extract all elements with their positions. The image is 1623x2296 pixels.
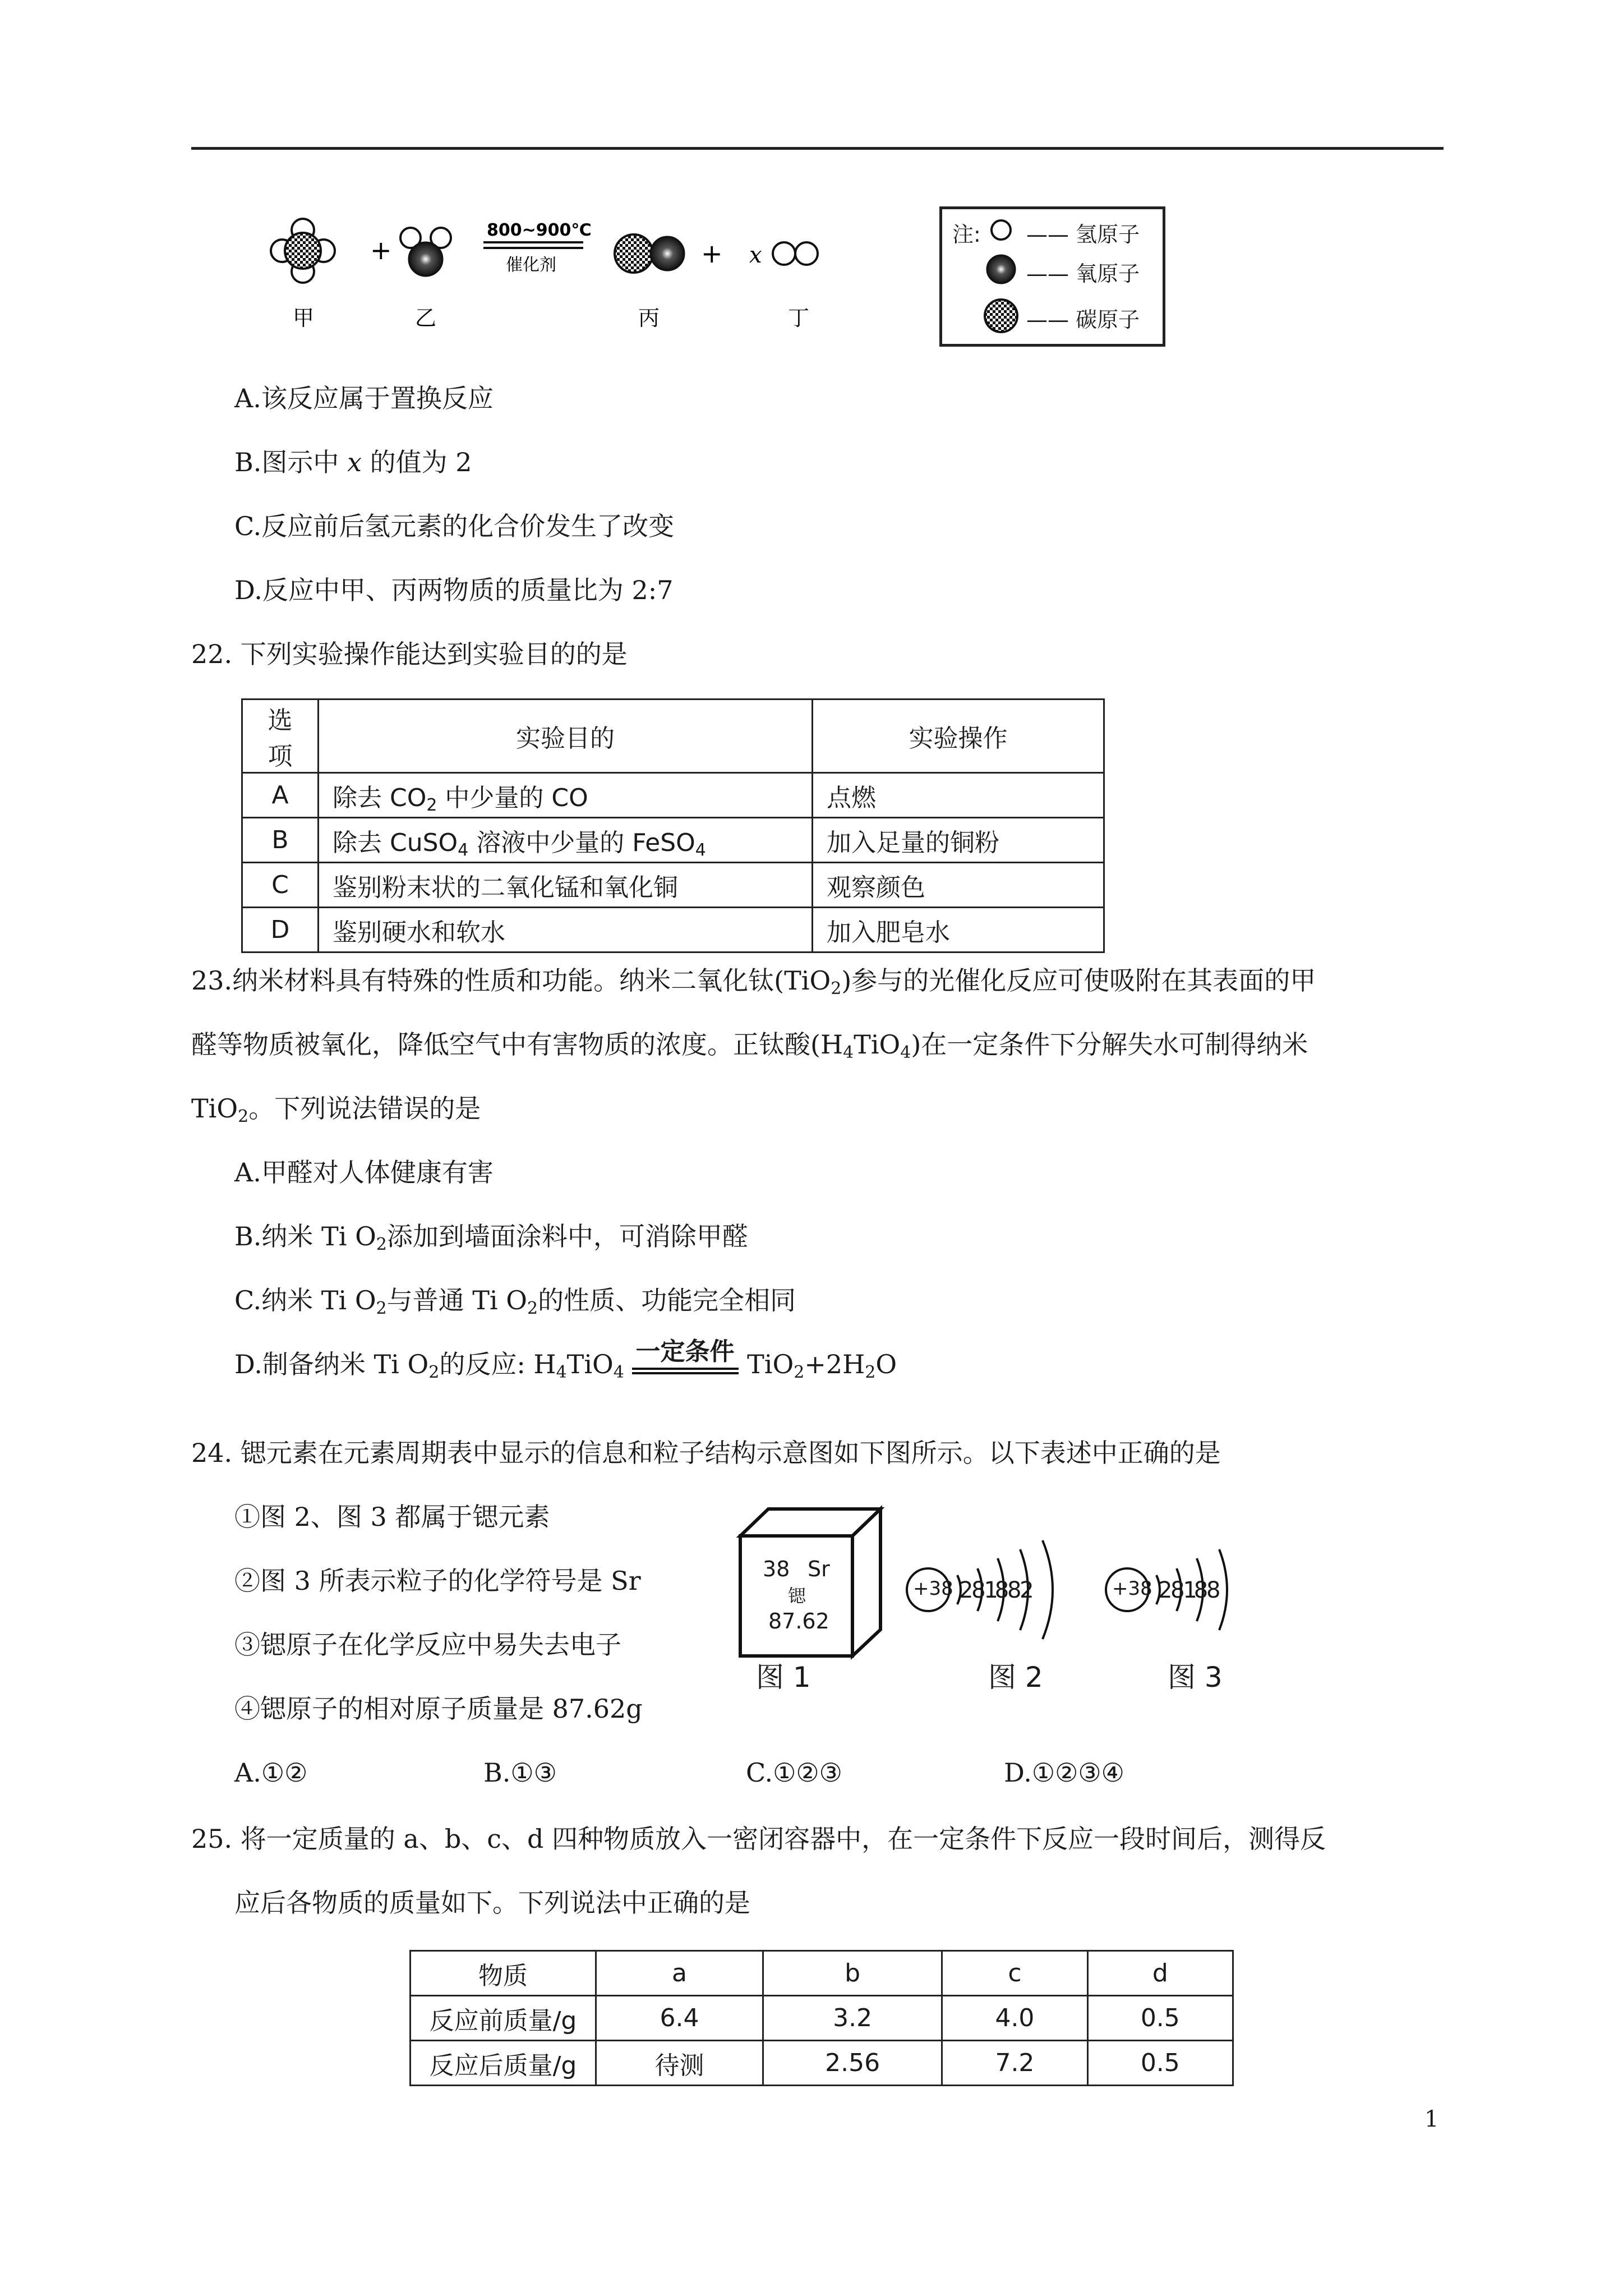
- q22-stem: 22. 下列实验操作能达到实验目的的是: [191, 639, 628, 669]
- q24-choice-a: A.①②: [234, 1757, 308, 1788]
- q24-statement-4: ④锶原子的相对原子质量是 87.62g: [234, 1694, 643, 1724]
- element-symbol: Sr: [808, 1557, 830, 1581]
- q21-option-b: B.图示中 x 的值为 2: [234, 447, 472, 477]
- element-name: 锶: [788, 1585, 806, 1607]
- table-header: 实验操作: [813, 700, 1104, 773]
- q24-statement-1: ①图 2、图 3 都属于锶元素: [234, 1502, 550, 1532]
- svg-text:甲: 甲: [293, 306, 315, 330]
- fig2-caption: 图 2: [988, 1661, 1043, 1694]
- table-header: a: [596, 1951, 763, 1996]
- q24-choice-d: D.①②③④: [1004, 1757, 1124, 1788]
- condition-arrow: 一定条件: [632, 1347, 739, 1381]
- atom-legend: [939, 206, 1165, 347]
- fig3-electrons: 2 8 18 8: [1158, 1577, 1218, 1603]
- element-number: 38: [763, 1557, 790, 1581]
- co-molecule: [615, 234, 684, 273]
- table-header: c: [942, 1951, 1087, 1996]
- q21-option-a: A.该反应属于置换反应: [234, 383, 494, 413]
- svg-text:丁: 丁: [788, 306, 810, 330]
- fig3-caption: 图 3: [1168, 1661, 1223, 1694]
- q23-option-d: D.制备纳米 Ti $O_2$的反应: $H_4TiO_4$ 一定条件 $TiO_2+2H_2O$: [234, 1337, 897, 1382]
- fig2-electrons: 2 8 18 8 2: [959, 1577, 1031, 1603]
- q25-line-2: 应后各物质的质量如下。下列说法中正确的是: [234, 1888, 750, 1918]
- svg-text:x: x: [749, 242, 762, 268]
- q25-table: [409, 1950, 1234, 2086]
- fig1-caption: 图 1: [756, 1661, 811, 1694]
- table-header-row: [242, 700, 1104, 773]
- table-header: b: [763, 1951, 942, 1996]
- element-tile-figure: [735, 1503, 892, 1660]
- table-header: d: [1087, 1951, 1233, 1996]
- legend-hydrogen: —— 氢原子: [1026, 222, 1140, 247]
- legend-carbon: —— 碳原子: [1026, 307, 1140, 332]
- q21-option-d: D.反应中甲、丙两物质的质量比为 2:7: [234, 575, 674, 605]
- element-mass: 87.62: [768, 1609, 829, 1634]
- table-header: 实验目的: [319, 700, 813, 773]
- q23-line-1: 23.纳米材料具有特殊的性质和功能。纳米二氧化钛(TiO$_2$)参与的光催化反应可使吸附在其表面的甲: [191, 965, 1316, 999]
- svg-text:+: +: [370, 235, 392, 265]
- q24-choice-c: C.①②③: [746, 1757, 842, 1788]
- q23-line-2: 醛等物质被氧化，降低空气中有害物质的浓度。正钛酸$(H_4TiO_4)$在一定条件下分解失水可制得纳米: [191, 1029, 1308, 1062]
- q24-stem: 24. 锶元素在元素周期表中显示的信息和粒子结构示意图如下图所示。以下表述中正确的是: [191, 1438, 1221, 1468]
- q23-option-a: A.甲醛对人体健康有害: [234, 1157, 494, 1188]
- header-rule: [191, 147, 1444, 150]
- q22-table: [241, 698, 1105, 953]
- table-header-row: [411, 1951, 1233, 1996]
- water-molecule: [400, 228, 451, 276]
- table-header: 物质: [411, 1951, 596, 1996]
- fig3-nucleus: +38: [1112, 1577, 1152, 1600]
- legend-title: 注:: [952, 222, 981, 247]
- q24-statement-3: ③锶原子在化学反应中易失去电子: [234, 1630, 621, 1660]
- q21-option-c: C.反应前后氢元素的化合价发生了改变: [234, 511, 675, 541]
- svg-text:800~900℃: 800~900℃: [487, 220, 592, 240]
- hydrogen-molecule: [773, 242, 818, 265]
- q24-statement-2: ②图 3 所表示粒子的化学符号是 Sr: [234, 1566, 641, 1596]
- page-number: 1: [1424, 2106, 1439, 2132]
- table-row: 反应前质量/g 6.4 3.2 4.0 0.5: [411, 1996, 1233, 2041]
- q25-line-1: 25. 将一定质量的 a、b、c、d 四种物质放入一密闭容器中，在一定条件下反应一段时间后，测得反: [191, 1824, 1326, 1854]
- fig2-nucleus: +38: [913, 1577, 953, 1600]
- methane-molecule: [271, 219, 335, 283]
- reaction-diagram: [264, 208, 909, 342]
- q23-option-b: B.纳米 Ti $O_2$添加到墙面涂料中，可消除甲醛: [234, 1221, 748, 1254]
- table-header: 选项: [242, 700, 319, 773]
- svg-text:乙: 乙: [415, 306, 437, 330]
- table-row: B 除去 CuSO$_4$ 溶液中少量的 FeSO$_4$ 加入足量的铜粉: [242, 818, 1104, 863]
- svg-text:+: +: [701, 238, 723, 269]
- q23-line-3: TiO$_2$。下列说法错误的是: [191, 1093, 481, 1126]
- table-row: A 除去 $CO_2$ 中少量的 CO 点燃: [242, 773, 1104, 818]
- q23-option-c: C.纳米 Ti $O_2$与普通 Ti $O_2$的性质、功能完全相同: [234, 1285, 796, 1318]
- table-row: D 鉴别硬水和软水 加入肥皂水: [242, 908, 1104, 953]
- svg-text:催化剂: 催化剂: [506, 255, 556, 275]
- svg-text:丙: 丙: [638, 306, 660, 330]
- q24-choice-b: B.①③: [483, 1757, 557, 1788]
- table-row: C 鉴别粉末状的二氧化锰和氧化铜 观察颜色: [242, 863, 1104, 908]
- legend-oxygen: —— 氧原子: [1026, 261, 1140, 286]
- table-row: 反应后质量/g 待测 2.56 7.2 0.5: [411, 2041, 1233, 2086]
